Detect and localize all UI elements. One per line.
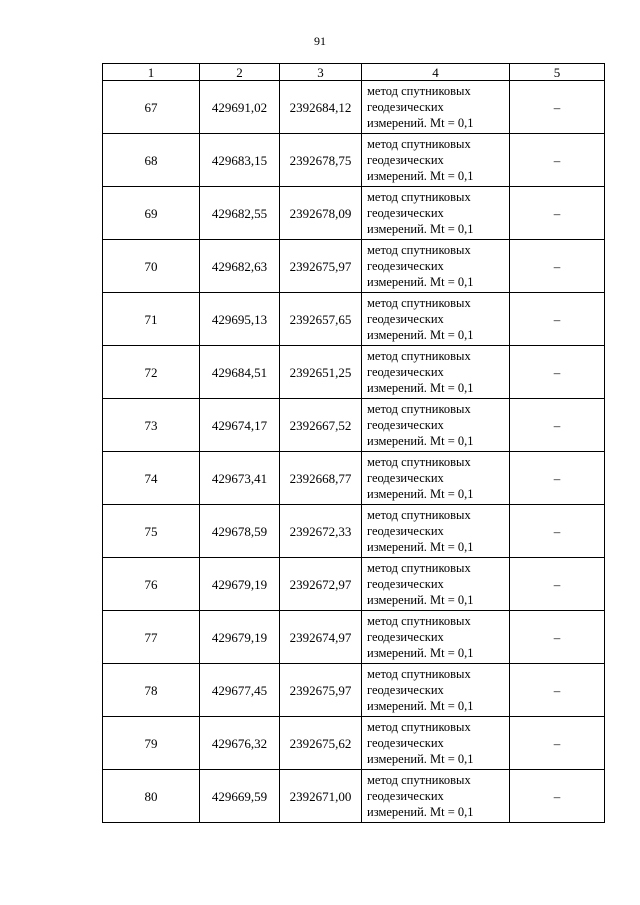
table-row xyxy=(103,505,605,558)
table-row xyxy=(103,717,605,770)
method-line: геодезических xyxy=(367,100,444,114)
table-row xyxy=(103,399,605,452)
method-line: геодезических xyxy=(367,153,444,167)
table-header xyxy=(103,64,605,81)
method-description xyxy=(362,399,510,452)
point-number: 73 xyxy=(103,399,200,452)
point-number: 68 xyxy=(103,134,200,187)
point-number: 79 xyxy=(103,717,200,770)
table-row xyxy=(103,81,605,134)
coordinate-y: 2392675,97 xyxy=(280,664,362,717)
coordinate-y: 2392678,09 xyxy=(280,187,362,240)
method-line: метод спутниковых xyxy=(367,455,471,469)
coordinate-x: 429669,59 xyxy=(200,770,280,823)
method-line: измерений. Mt = 0,1 xyxy=(367,487,474,501)
column-5-value: – xyxy=(510,240,605,293)
column-5-value: – xyxy=(510,452,605,505)
coordinate-y: 2392674,97 xyxy=(280,611,362,664)
method-line: метод спутниковых xyxy=(367,190,471,204)
coordinate-x: 429684,51 xyxy=(200,346,280,399)
coordinate-x: 429679,19 xyxy=(200,558,280,611)
method-description xyxy=(362,505,510,558)
coordinates-table xyxy=(102,63,605,823)
method-line: измерений. Mt = 0,1 xyxy=(367,169,474,183)
table-row xyxy=(103,293,605,346)
method-line: геодезических xyxy=(367,524,444,538)
coordinate-y: 2392657,65 xyxy=(280,293,362,346)
point-number: 75 xyxy=(103,505,200,558)
point-number: 76 xyxy=(103,558,200,611)
method-line: геодезических xyxy=(367,206,444,220)
coordinate-x: 429695,13 xyxy=(200,293,280,346)
column-5-value: – xyxy=(510,717,605,770)
column-5-value: – xyxy=(510,399,605,452)
method-line: геодезических xyxy=(367,789,444,803)
coordinate-y: 2392651,25 xyxy=(280,346,362,399)
table-row xyxy=(103,187,605,240)
method-line: геодезических xyxy=(367,683,444,697)
column-5-value: – xyxy=(510,187,605,240)
coordinate-x: 429674,17 xyxy=(200,399,280,452)
method-description xyxy=(362,770,510,823)
page-number: 91 xyxy=(314,34,326,48)
table-row xyxy=(103,664,605,717)
method-line: метод спутниковых xyxy=(367,614,471,628)
method-line: измерений. Mt = 0,1 xyxy=(367,593,474,607)
method-line: измерений. Mt = 0,1 xyxy=(367,646,474,660)
point-number: 70 xyxy=(103,240,200,293)
method-line: геодезических xyxy=(367,630,444,644)
method-line: геодезических xyxy=(367,259,444,273)
column-5-value: – xyxy=(510,293,605,346)
method-line: метод спутниковых xyxy=(367,84,471,98)
point-number: 74 xyxy=(103,452,200,505)
column-5-value: – xyxy=(510,346,605,399)
method-line: метод спутниковых xyxy=(367,561,471,575)
coordinate-x: 429676,32 xyxy=(200,717,280,770)
method-description xyxy=(362,611,510,664)
method-line: геодезических xyxy=(367,365,444,379)
method-line: метод спутниковых xyxy=(367,296,471,310)
column-5-value: – xyxy=(510,134,605,187)
method-description xyxy=(362,134,510,187)
coordinate-y: 2392684,12 xyxy=(280,81,362,134)
method-description xyxy=(362,452,510,505)
header-row xyxy=(103,64,605,81)
coordinate-x: 429682,55 xyxy=(200,187,280,240)
table-row xyxy=(103,611,605,664)
table-row xyxy=(103,240,605,293)
method-line: измерений. Mt = 0,1 xyxy=(367,328,474,342)
method-line: метод спутниковых xyxy=(367,508,471,522)
point-number: 67 xyxy=(103,81,200,134)
method-description xyxy=(362,558,510,611)
method-line: измерений. Mt = 0,1 xyxy=(367,381,474,395)
header-col-2: 2 xyxy=(200,64,280,81)
method-line: метод спутниковых xyxy=(367,349,471,363)
point-number: 69 xyxy=(103,187,200,240)
coordinate-y: 2392675,97 xyxy=(280,240,362,293)
column-5-value: – xyxy=(510,558,605,611)
method-line: геодезических xyxy=(367,736,444,750)
coordinate-x: 429683,15 xyxy=(200,134,280,187)
table-row xyxy=(103,346,605,399)
table-body xyxy=(103,81,605,823)
coordinate-y: 2392668,77 xyxy=(280,452,362,505)
column-5-value: – xyxy=(510,505,605,558)
table-row xyxy=(103,134,605,187)
coordinate-x: 429678,59 xyxy=(200,505,280,558)
method-line: измерений. Mt = 0,1 xyxy=(367,275,474,289)
coordinate-x: 429682,63 xyxy=(200,240,280,293)
method-description xyxy=(362,187,510,240)
point-number: 80 xyxy=(103,770,200,823)
method-line: измерений. Mt = 0,1 xyxy=(367,752,474,766)
method-description xyxy=(362,81,510,134)
coordinate-y: 2392672,97 xyxy=(280,558,362,611)
point-number: 72 xyxy=(103,346,200,399)
coordinate-y: 2392672,33 xyxy=(280,505,362,558)
method-line: метод спутниковых xyxy=(367,243,471,257)
column-5-value: – xyxy=(510,664,605,717)
column-5-value: – xyxy=(510,770,605,823)
coordinate-y: 2392675,62 xyxy=(280,717,362,770)
header-col-1: 1 xyxy=(103,64,200,81)
method-description xyxy=(362,664,510,717)
header-col-5: 5 xyxy=(510,64,605,81)
method-line: метод спутниковых xyxy=(367,773,471,787)
method-line: геодезических xyxy=(367,418,444,432)
coordinate-x: 429691,02 xyxy=(200,81,280,134)
coordinate-x: 429677,45 xyxy=(200,664,280,717)
point-number: 71 xyxy=(103,293,200,346)
coordinate-x: 429679,19 xyxy=(200,611,280,664)
method-line: измерений. Mt = 0,1 xyxy=(367,434,474,448)
coordinate-y: 2392678,75 xyxy=(280,134,362,187)
method-description xyxy=(362,293,510,346)
method-line: измерений. Mt = 0,1 xyxy=(367,222,474,236)
header-col-4: 4 xyxy=(362,64,510,81)
method-line: измерений. Mt = 0,1 xyxy=(367,699,474,713)
coordinate-y: 2392671,00 xyxy=(280,770,362,823)
column-5-value: – xyxy=(510,611,605,664)
method-line: измерений. Mt = 0,1 xyxy=(367,540,474,554)
coordinate-y: 2392667,52 xyxy=(280,399,362,452)
point-number: 78 xyxy=(103,664,200,717)
method-description xyxy=(362,346,510,399)
method-line: метод спутниковых xyxy=(367,667,471,681)
method-description xyxy=(362,240,510,293)
method-line: измерений. Mt = 0,1 xyxy=(367,805,474,819)
coordinate-x: 429673,41 xyxy=(200,452,280,505)
method-line: геодезических xyxy=(367,577,444,591)
method-line: измерений. Mt = 0,1 xyxy=(367,116,474,130)
table-row xyxy=(103,770,605,823)
method-line: метод спутниковых xyxy=(367,137,471,151)
column-5-value: – xyxy=(510,81,605,134)
method-line: геодезических xyxy=(367,471,444,485)
header-col-3: 3 xyxy=(280,64,362,81)
table-row xyxy=(103,558,605,611)
method-line: метод спутниковых xyxy=(367,402,471,416)
table-row xyxy=(103,452,605,505)
method-line: метод спутниковых xyxy=(367,720,471,734)
method-line: геодезических xyxy=(367,312,444,326)
method-description xyxy=(362,717,510,770)
point-number: 77 xyxy=(103,611,200,664)
